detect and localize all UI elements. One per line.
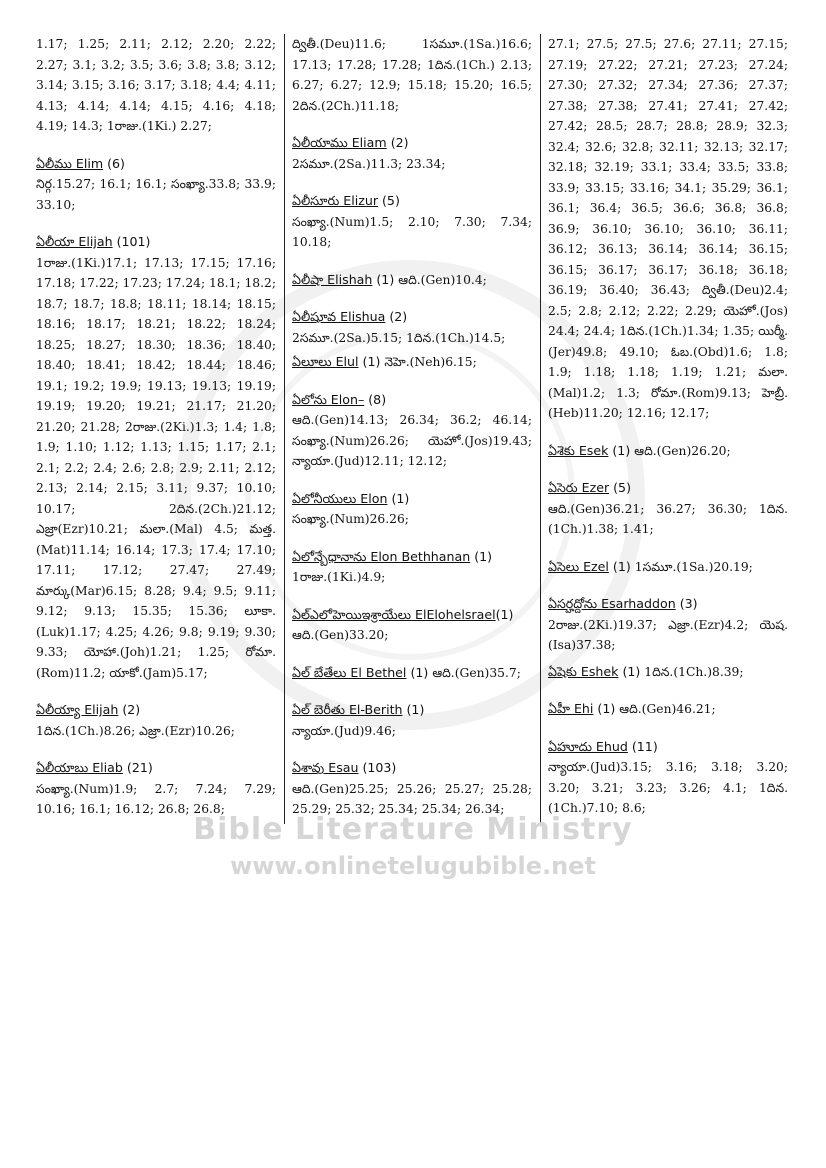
entry-count: (2) (389, 309, 408, 324)
entry-refs: ఆది.(Gen)36.21; 36.27; 36.30; 1దిన.(1Ch.)1.38; 1.41; (548, 501, 788, 536)
entry-count: (3) (679, 596, 698, 611)
entry-headword: ఏల్ బెరీతు El-Berith (292, 702, 403, 717)
entry-refs: ఆది.(Gen)26.20; (634, 443, 731, 458)
entry-refs: 27.1; 27.5; 27.5; 27.6; 27.11; 27.15; 27.19; 27.22; 27.21; 27.23; 27.24; 27.30; 27.32; 27.34; 27.36; 27.37; 27.38; 27.38; 27.41; 27.41; 27.42; 27.42; 28.5; 28.7; 28.8; 28.9; 32.3; 32.4; 32.6; 32.8; 32.11; 32.13; 32.17; 32.18; 32.19; 33.1; 33.4; 33.5; 33.8; 33.9; 33.15; 33.16; 34.1; 35.29; 36.1; 36.1; 36.4; 36.5; 36.6; 36.8; 36.8; 36.9; 36.10; 36.10; 36.10; 36.11; 36.12; 36.13; 36.14; 36.14; 36.15; 36.15; 36.17; 36.17; 36.18; 36.18; 36.19; 36.40; 36.43; ద్వితీ.(Deu)2.4; 2.5; 2.8; 2.12; 2.22; 2.29; యెహో.(Jos) 24.4; 24.4; 1దిన.(1Ch.)1.34; 1.35; యిర్మీ.(Jer)49.8; 49.10; ఓబ.(Obd)1.6; 1.8; 1.9; 1.18; 1.18; 1.19; 1.21; మలా.(Mal)1.2; 1.3; రోమా.(Rom)9.13; హెబ్రీ.(Heb)11.20; 12.16; 12.17; (548, 37, 788, 420)
entry (292, 547, 532, 588)
entry-refs: సంఖ్యా.(Num)1.5; 2.10; 7.30; 7.34; 10.18; (292, 214, 532, 249)
entry-refs: 1రాజు.(1Ki.)4.9; (292, 570, 386, 584)
entry-refs: ఆది.(Gen)25.25; 25.26; 25.27; 25.28; 25.29; 25.32; 25.34; 25.34; 26.34; (292, 781, 532, 816)
entry (292, 758, 532, 820)
entry-refs: 2రాజు.(2Ki.)19.37; ఎజ్రా.(Ezr)4.2; యెష.(Isa)37.38; (548, 617, 788, 652)
entry-count: (101) (116, 234, 151, 249)
entry (292, 390, 532, 472)
entry-refs: ఆది.(Gen)14.13; 26.34; 36.2; 46.14; సంఖ్యా.(Num)26.26; యెహో.(Jos)19.43; న్యాయా.(Jud)12.11; 12.12; (292, 413, 532, 468)
entry-count: (1) (622, 663, 641, 679)
entry-count: (103) (362, 760, 397, 775)
entry-count: (5) (613, 480, 631, 495)
entry-count: (1) (474, 548, 493, 564)
entry (292, 700, 532, 741)
entry-heading (292, 605, 532, 626)
entry-refs: న్యాయా.(Jud)3.15; 3.16; 3.18; 3.20; 3.20; 3.21; 3.23; 3.26; 4.1; 1దిన.(1Ch.)7.10; 8.6; (548, 760, 788, 815)
entry-count: (8) (368, 391, 387, 407)
entry-refs: ద్వితీ.(Deu)11.6; 1సమూ.(1Sa.)16.6; 17.13; 17.28; 17.28; 1దిన.(1Ch.) 2.13; 6.27; 6.27; 12.9; 15.18; 15.20; 16.5; 2దిన.(2Ch.)11.18; (292, 37, 532, 113)
entry-refs: 1దిన.(1Ch.)8.39; (644, 664, 744, 679)
entry-heading (548, 441, 788, 462)
entry-headword: ఏసర్హద్దోను Esarhaddon (548, 596, 676, 611)
entry-count: (6) (107, 155, 125, 171)
entry-heading (292, 133, 532, 154)
entry-heading (36, 700, 276, 721)
entry (292, 663, 532, 684)
entry (548, 441, 788, 462)
entry (292, 191, 532, 253)
entry-count: (1) (612, 442, 631, 458)
entry-headword: ఏలూలు Elul (292, 354, 359, 369)
entry (36, 758, 276, 820)
entry (548, 478, 788, 540)
entry-headword: ఏశావు Esau (292, 760, 359, 775)
entry-heading (548, 594, 788, 615)
entry (292, 133, 532, 174)
entry-headword: ఏలోన్బేధానాను Elon Bethhanan (292, 548, 471, 564)
entry-headword: ఏహూదు Ehud (548, 738, 628, 754)
entry-heading (36, 758, 276, 779)
entry-refs: సంఖ్యా.(Num)26.26; (292, 512, 409, 526)
entry-heading (292, 758, 532, 779)
entry-refs: 1సమూ.(1Sa.)20.19; (634, 559, 753, 574)
column-divider (284, 34, 285, 824)
entry-refs: ఆది.(Gen)35.7; (432, 665, 521, 680)
entry (548, 699, 788, 720)
entry-count: (1) (410, 664, 429, 680)
entry-headword: ఏలీయా Elijah (36, 234, 113, 249)
entry-heading (292, 700, 532, 721)
entry-heading (548, 478, 788, 499)
entry-count: (11) (631, 738, 658, 754)
concordance-page (36, 34, 792, 834)
entry-refs: నిర్గ.15.27; 16.1; 16.1; సంఖ్యా.33.8; 33.9; 33.10; (36, 177, 276, 212)
entry (36, 154, 276, 216)
entry-headword: ఏశెకు Esek (548, 442, 609, 458)
entry (292, 352, 532, 373)
entry-heading (548, 737, 788, 758)
entry-heading (292, 663, 532, 684)
column-3 (548, 34, 788, 824)
entry-count: (1) (391, 490, 410, 506)
entry-headword: ఏహీ Ehi (548, 701, 594, 716)
entry-heading (548, 557, 788, 578)
entry-headword: ఏలీయాము Eliam (292, 135, 387, 150)
entry-heading (292, 390, 532, 411)
entry-count: (1) (495, 606, 514, 622)
entry-headword: ఏషెకు Eshek (548, 663, 619, 679)
entry-continued (548, 34, 788, 424)
entry-headword: ఏల్ఎలోహెయిఇశ్రాయేలు ElElohelsrael (292, 606, 496, 622)
entry-refs: 1.17; 1.25; 2.11; 2.12; 2.20; 2.22; 2.27; 3.1; 3.2; 3.5; 3.6; 3.8; 3.8; 3.12; 3.14; 3.15; 3.16; 3.17; 3.18; 4.4; 4.11; 4.13; 4.14; 4.14; 4.15; 4.16; 4.18; 4.19; 14.3; 1రాజు.(1Ki.) 2.27; (36, 37, 276, 133)
watermark-url: www.onlinetelugubible.net (230, 852, 596, 880)
entry-count: (1) (612, 558, 631, 574)
entry (548, 594, 788, 656)
entry-headword: ఏల్ బేతేలు El Bethel (292, 664, 407, 680)
entry-refs: 2సమూ.(2Sa.)5.15; 1దిన.(1Ch.)14.5; (292, 330, 506, 345)
entry-heading (548, 662, 788, 683)
entry-headword: ఏలీయ్యా Elijah (36, 702, 119, 717)
entry (292, 605, 532, 646)
watermark-title: Bible Literature Ministry (193, 812, 633, 847)
entry-refs: సంఖ్యా.(Num)1.9; 2.7; 7.24; 7.29; 10.16; 16.1; 16.12; 26.8; 26.8; (36, 781, 276, 816)
entry-headword: ఏలీషా Elishah (292, 271, 373, 287)
entry (548, 557, 788, 578)
entry-continued (292, 34, 532, 116)
entry-heading (292, 352, 532, 373)
entry-heading (292, 489, 532, 510)
entry-heading (292, 307, 532, 328)
entry-heading (292, 547, 532, 568)
entry (292, 307, 532, 348)
entry-count: (21) (126, 760, 153, 775)
column-1 (36, 34, 276, 824)
entry-headword: ఏలీసూరు Elizur (292, 193, 378, 208)
entry-heading (36, 232, 276, 253)
entry-refs: న్యాయా.(Jud)9.46; (292, 723, 396, 738)
entry-refs: ఆది.(Gen)46.21; (619, 702, 716, 716)
entry-refs: నెహె.(Neh)6.15; (384, 355, 477, 369)
entry (36, 232, 276, 683)
entry-headword: ఏసెరు Ezer (548, 480, 610, 495)
entry (292, 270, 532, 291)
entry-headword: ఏలోను Elon– (292, 391, 365, 407)
entry-count: (1) (376, 271, 395, 287)
entry (292, 489, 532, 530)
entry-headword: ఏలీషూవ Elishua (292, 309, 386, 324)
entry-refs: 1రాజు.(1Ki.)17.1; 17.13; 17.15; 17.16; 17.18; 17.22; 17.23; 17.24; 18.1; 18.2; 18.7; 18.7; 18.8; 18.11; 18.14; 18.15; 18.16; 18.17; 18.21; 18.22; 18.24; 18.25; 18.27; 18.30; 18.36; 18.40; 18.40; 18.41; 18.42; 18.44; 18.46; 19.1; 19.2; 19.9; 19.13; 19.13; 19.19; 19.19; 19.20; 19.21; 21.17; 21.20; 21.20; 21.28; 2రాజు.(2Ki.)1.3; 1.4; 1.8; 1.9; 1.10; 1.12; 1.13; 1.15; 1.17; 2.1; 2.1; 2.2; 2.4; 2.6; 2.8; 2.9; 2.11; 2.12; 2.13; 2.14; 2.15; 3.11; 9.37; 10.10; 10.17; 2దిన.(2Ch.)21.12; ఎజ్రా(Ezr)10.21; మలా.(Mal) 4.5; మత్త.(Mat)11.14; 16.14; 17.3; 17.4; 17.10; 17.11; 17.12; 27.47; 27.49; మార్కు(Mar)6.15; 8.28; 9.4; 9.5; 9.11; 9.12; 9.13; 15.35; 15.36; లూకా.(Luk)1.17; 4.25; 4.26; 9.8; 9.19; 9.30; 9.33; యోహా.(Joh)1.21; 1.25; రోమా.(Rom)11.2; యాకో.(Jam)5.17; (36, 255, 276, 680)
entry (548, 662, 788, 683)
entry-count: (1) (406, 702, 425, 717)
entry-headword: ఏలీము Elim (36, 155, 104, 171)
entry-count: (1) (362, 354, 381, 369)
entry-refs: ఆది.(Gen)33.20; (292, 628, 389, 642)
entry-headword: ఏసెలు Ezel (548, 558, 609, 574)
entry (548, 737, 788, 819)
entry-refs: ఆది.(Gen)10.4; (398, 272, 487, 287)
entry-count: (1) (597, 701, 616, 716)
entry-heading (36, 154, 276, 175)
column-2 (292, 34, 532, 824)
entry-refs: 1దిన.(1Ch.)8.26; ఎజ్రా.(Ezr)10.26; (36, 723, 235, 738)
entry (36, 700, 276, 741)
entry-count: (5) (382, 193, 400, 208)
entry-heading (548, 699, 788, 720)
entry-headword: ఏలోనీయులు Elon (292, 490, 388, 506)
entry-count: (2) (390, 135, 409, 150)
entry-headword: ఏలీయాబు Eliab (36, 760, 123, 775)
entry-continued (36, 34, 276, 137)
entry-heading (292, 270, 532, 291)
entry-count: (2) (122, 702, 141, 717)
entry-refs: 2సమూ.(2Sa.)11.3; 23.34; (292, 156, 446, 171)
entry-heading (292, 191, 532, 212)
column-divider (540, 34, 541, 824)
